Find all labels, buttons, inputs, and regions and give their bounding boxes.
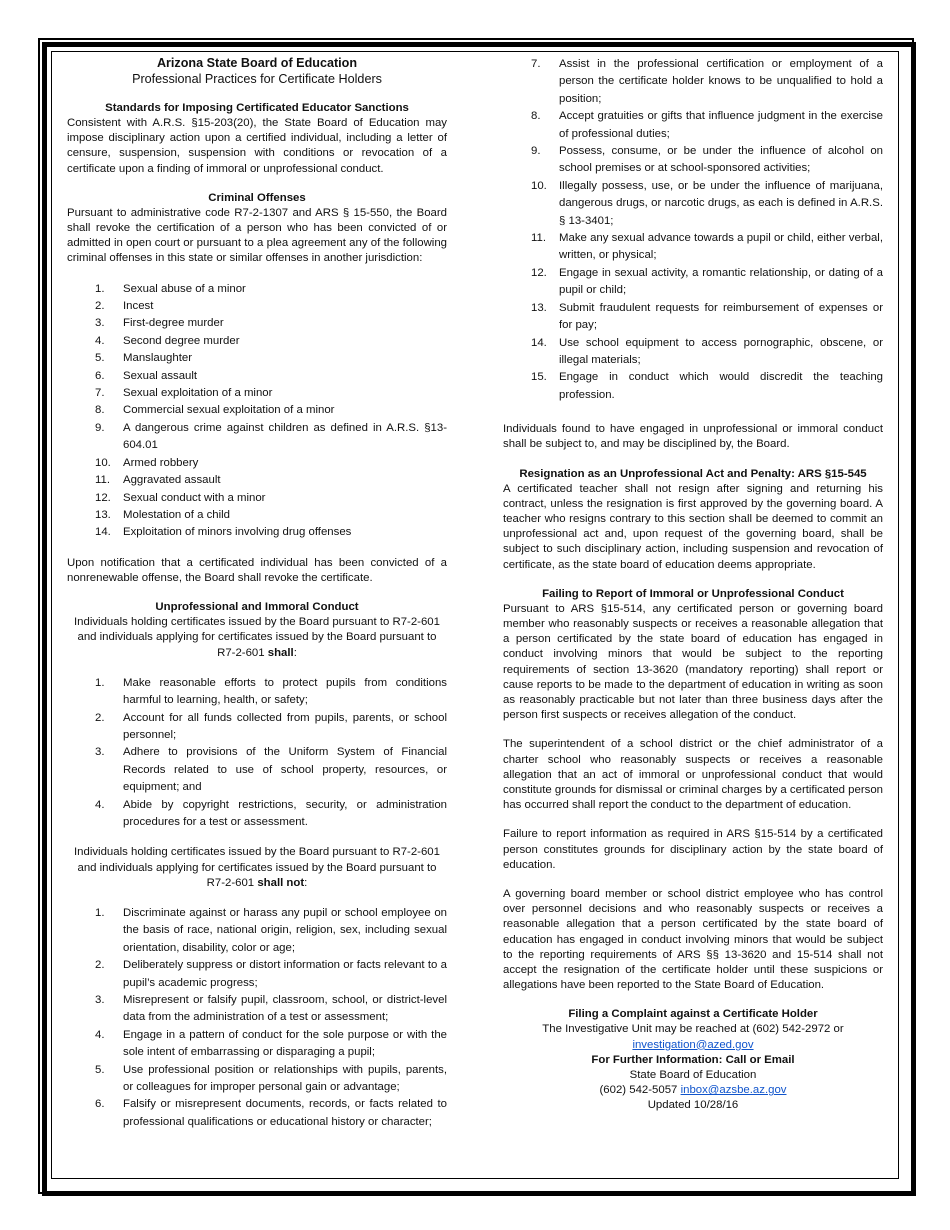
inbox-email-link[interactable]: inbox@azsbe.az.gov — [680, 1084, 787, 1097]
shall-not-list-part2 — [503, 56, 883, 404]
list-item: 4. Engage in a pattern of conduct for the sole purpose or with the sole intent of embarrassing or disparaging a pupil; — [95, 1028, 447, 1059]
list-item: 13. Submit fraudulent requests for reimbursement of expenses or for pay; — [531, 301, 883, 332]
complaint-line: The Investigative Unit may be reached at (602) 542-2972 or — [542, 1023, 844, 1036]
list-item: 1. Sexual abuse of a minor — [95, 282, 246, 295]
unprofessional-after-text: Individuals found to have engaged in unprofessional or immoral conduct shall be subject to, and may be disciplined by, the Board. — [503, 423, 883, 451]
failing-paragraph-4: A governing board member or school district employee who has control over personnel decisions and who reasonably suspects or receives a reasonable allegation that a person certificated by the state board of education has engaged in conduct involving minors that would be subject to the reporting requirements of ARS §§ 13-3620 and 15-514 shall not accept the resignation of the certificate holder until these suspicions or allegations have been reported to the State Board of Education. — [503, 888, 883, 992]
shall-not-intro: Individuals holding certificates issued by the Board pursuant to R7-2-601 and individuals applying for certificates issued by the Board pursuant to R7-2-601 shall not: — [74, 846, 440, 889]
list-item: 1. Discriminate against or harass any pupil or school employee on the basis of race, national origin, religion, sex, including sexual orientation, disability, color or age; — [95, 907, 447, 954]
updated-date: Updated 10/28/16 — [647, 1099, 739, 1112]
criminal-offense-list — [67, 281, 447, 542]
resignation-text: A certificated teacher shall not resign after signing and returning his contract, unless the resignation is first approved by the governing board. A teacher who resigns contrary to this section shall be deemed to commit an unprofessional act and, upon request of the governing board, shall be subject to such disciplinary action, including suspension and revocation of certificate, as the state board of education deems appropriate. — [503, 482, 883, 571]
list-item: 2. Account for all funds collected from pupils, parents, or school personnel; — [95, 711, 447, 741]
shall-list — [67, 675, 447, 832]
list-item: 1. Make reasonable efforts to protect pupils from conditions harmful to learning, health, or safety; — [95, 676, 447, 707]
organization-name: State Board of Education — [629, 1069, 757, 1082]
standards-heading: Standards for Imposing Certificated Educator Sanctions — [105, 102, 409, 114]
investigation-email-link[interactable]: investigation@azed.gov — [632, 1038, 754, 1051]
shall-not-list-part1 — [67, 905, 447, 1131]
shall-intro: Individuals holding certificates issued by the Board pursuant to R7-2-601 and individuals applying for certificates issued by the Board pursuant to R7-2-601 shall: — [74, 616, 440, 659]
list-item: 3. Misrepresent or falsify pupil, classroom, school, or district-level data from the administration of a test or assessment; — [95, 994, 447, 1024]
criminal-heading: Criminal Offenses — [208, 191, 306, 204]
info-heading: For Further Information: Call or Email — [591, 1053, 795, 1066]
page-subtitle: Professional Practices for Certificate Holders — [132, 72, 382, 86]
list-item: 12. Sexual conduct with a minor — [95, 491, 266, 504]
list-item: 10. Illegally possess, use, or be under the influence of marijuana, dangerous drugs, or narcotic drugs, as each is defined in A.R.S. § 13-3401; — [531, 179, 883, 227]
standards-text: Consistent with A.R.S. §15-203(20), the State Board of Education may impose disciplinary action upon a certified individual, including a letter of censure, suspension, suspension with conditions or revocation of a certificate upon a finding of immoral or unprofessional conduct. — [67, 117, 447, 175]
list-item: 8. Accept gratuities or gifts that influence judgment in the exercise of professional duties; — [531, 110, 883, 140]
list-item: 9. Possess, consume, or be under the influence of alcohol on school premises or at school-sponsored activities; — [531, 145, 883, 175]
list-item: 15. Engage in conduct which would discredit the teaching profession. — [531, 371, 883, 401]
failing-heading: Failing to Report of Immoral or Unprofessional Conduct — [542, 587, 844, 600]
contact-line — [503, 1083, 883, 1098]
phone-number: (602) 542-5057 — [599, 1084, 678, 1097]
list-item: 3. Adhere to provisions of the Uniform System of Financial Records related to use of school property, resources, or equipment; and — [95, 746, 447, 794]
list-item: 11. Aggravated assault — [95, 474, 221, 487]
complaint-heading: Filing a Complaint against a Certificate Holder — [568, 1008, 818, 1021]
list-item: 5. Use professional position or relationships with pupils, parents, or colleagues for improper personal gain or advantage; — [95, 1063, 447, 1094]
resignation-heading: Resignation as an Unprofessional Act and Penalty: ARS §15-545 — [519, 467, 867, 480]
left-column — [67, 56, 447, 1131]
list-item: 2. Incest — [95, 300, 154, 313]
list-item: 13. Molestation of a child — [95, 508, 231, 521]
list-item: 9. A dangerous crime against children as defined in A.R.S. §13-604.01 — [95, 421, 447, 452]
list-item: 8. Commercial sexual exploitation of a minor — [95, 404, 335, 417]
list-item: 5. Manslaughter — [95, 352, 193, 365]
list-item: 7. Sexual exploitation of a minor — [95, 387, 273, 400]
list-item: 12. Engage in sexual activity, a romantic relationship, or dating of a pupil or child; — [531, 266, 883, 297]
complaint-section — [503, 1007, 883, 1113]
list-item: 4. Abide by copyright restrictions, security, or administration procedures for a test or assessment. — [95, 798, 447, 828]
list-item: 6. Falsify or misrepresent documents, records, or facts related to professional qualifications or educational history or character; — [95, 1098, 447, 1128]
list-item: 7. Assist in the professional certification or employment of a person the certificate holder knows to be unqualified to hold a position; — [531, 58, 883, 105]
list-item: 14. Exploitation of minors involving drug offenses — [95, 526, 352, 539]
list-item: 4. Second degree murder — [95, 334, 240, 347]
list-item: 2. Deliberately suppress or distort information or facts relevant to a pupil’s academic progress; — [95, 959, 447, 989]
failing-paragraph-3: Failure to report information as required in ARS §15-514 by a certificated person constitutes grounds for disciplinary action by the state board of education. — [503, 828, 883, 871]
list-item: 14. Use school equipment to access pornographic, obscene, or illegal materials; — [531, 336, 883, 366]
failing-paragraph-1: Pursuant to ARS §15-514, any certificated person or governing board member who reasonably suspects or receives a reasonable allegation that a person certificated by the state board of education has engaged in conduct involving minors that would be subject to the reporting requirements of section 13-3620 (mandatory reporting) shall report or cause reports to be made to the department of education in writing as soon as reasonably practicable but not later than three business days after the person first suspects or receives allegation of the conduct. — [503, 602, 883, 722]
page-title: Arizona State Board of Education — [156, 56, 358, 70]
list-item: 3. First-degree murder — [95, 317, 224, 330]
unprofessional-heading: Unprofessional and Immoral Conduct — [155, 601, 359, 614]
right-column — [503, 56, 883, 1114]
list-item: 6. Sexual assault — [95, 369, 198, 382]
list-item: 10. Armed robbery — [95, 456, 199, 469]
list-item: 11. Make any sexual advance towards a pupil or child, either verbal, written, or physical; — [531, 232, 883, 262]
criminal-after-text: Upon notification that a certificated individual has been convicted of a nonrenewable offense, the Board shall revoke the certificate. — [67, 556, 447, 584]
failing-paragraph-2: The superintendent of a school district or the chief administrator of a charter school who reasonably suspects or receives a reasonable allegation that an act of immoral or unprofessional conduct that would constitute grounds for dismissal or criminal charges by a certificated person has occurred shall report the conduct to the department of education. — [503, 738, 883, 812]
criminal-text: Pursuant to administrative code R7-2-1307 and ARS § 15-550, the Board shall revoke the certification of a person who has been convicted of or admitted in open court or pursuant to a plea agreement any of the following criminal offenses in this state or similar offenses in another jurisdiction: — [67, 206, 447, 265]
